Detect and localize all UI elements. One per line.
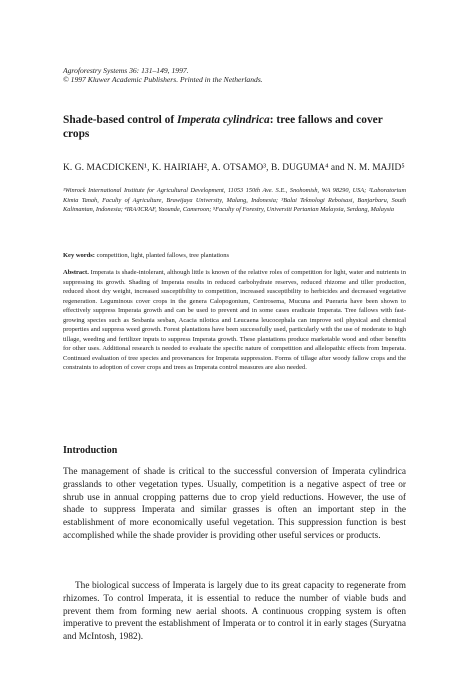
intro-paragraph-1: The management of shade is critical to the successful conversion of Imperata cylindrica grasslands to other vegetation types. Usually, competition is a negative aspect of tree or shrub use in annual cropping patterns due to crop yield reductions. However, the use of shade to suppress Imperata and similar grasses is often an important step in the establishment of more economically useful vegetation. This suppression function is best accomplished while the shade provider is providing other useful services or products. (63, 467, 406, 541)
keywords (63, 252, 406, 260)
journal-citation: Agroforestry Systems 36: 131–149, 1997. (63, 66, 189, 75)
journal-header (63, 66, 406, 84)
intro-paragraph-2: The biological success of Imperata is largely due to its great capacity to regenerate from rhizomes. To control Imperata, it is essential to reduce the number of viable buds and prevent them from forming new aerial shoots. A continuous cropping system is often imperative to prevent the establishment of Imperata or to control it in early stages (Suryatna and McIntosh, 1982). (63, 581, 406, 643)
section-heading-introduction: Introduction (63, 445, 118, 456)
article-title (63, 113, 406, 141)
title-part-2: : tree fallows and cover crops (63, 114, 383, 140)
copyright-line: © 1997 Kluwer Academic Publishers. Printed in the Netherlands. (63, 75, 263, 84)
abstract (63, 268, 406, 373)
title-part-1: Shade-based control of (63, 114, 178, 126)
affiliations: ¹Winrock International Institute for Agricultural Development, 11053 150th Ave. S.E., Snohomish, WA 98290, USA; ²Laboratorium Kimia Tanah, Faculty of Agriculture, Brawijaya University, Malang, Indonesia; ³Balai Teknologi Reboisasi, Banjarbaru, South Kalimantan, Indonesia; ⁴IRA/ICRAF, Yaounde, Cameroon; ⁵Faculty of Forestry, Universiti Pertanian Malaysia, Serdang, Malaysia (63, 187, 406, 214)
title-species: Imperata cylindrica (177, 114, 270, 126)
keywords-label: Key words: (63, 252, 95, 259)
author-list: K. G. MACDICKEN¹, K. HAIRIAH², A. OTSAMO³, B. DUGUMA⁴ and N. M. MAJID⁵ (63, 163, 405, 173)
keywords-text: competition, light, planted fallows, tree plantations (94, 252, 230, 259)
abstract-label: Abstract. (63, 269, 89, 276)
abstract-text: Imperata is shade-intolerant, although little is known of the relative roles of competition for light, water and nutrients in suppressing its growth. Shading of Imperata results in reduced carbohydrate reserves, reduced rhizome and tiller production, reduced shoot dry weight, increased susceptibility to competition, increased susceptibility to herbicides and decreased vegetative regeneration. Leguminous cover crops in the genera Calopogonium, Centrosema, Mucuna and Pueraria have been shown to effectively suppress Imperata growth and can be used to prevent and in some cases eradicate Imperata. Tree fallows with fast-growing species such as Sesbania sesban, Acacia nilotica and Leucaena leucocephala can improve soil physical and chemical properties and suppress weed growth. Forest plantations have been successfully used, particularly with the use of moderate to high tillage, weeding and fertilizer inputs to suppress Imperata growth. These plantations produce marketable wood and other benefits for other uses. Additional research is needed to evaluate the specific nature of competition and allelopathic effects from Imperata. Continued evaluation of tree species and provenances for Imperata suppression. Forms of tillage after woody fallow crops and the constraints to adoption of cover crops and trees as Imperata control measures are also needed. (63, 269, 406, 371)
